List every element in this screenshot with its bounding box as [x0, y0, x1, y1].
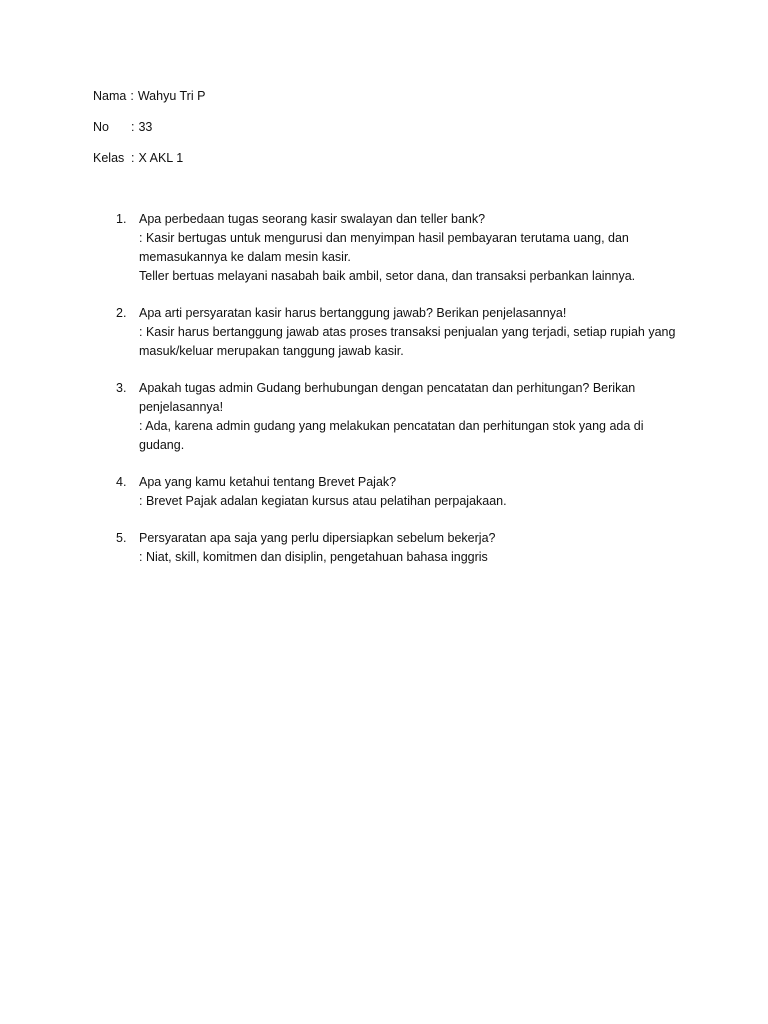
- question-item: [116, 473, 676, 511]
- number-row: [93, 118, 205, 137]
- question-body: [139, 304, 676, 361]
- number-separator: :: [131, 120, 135, 134]
- question-number: 1.: [116, 212, 127, 226]
- question-list: [116, 210, 676, 585]
- question-body: [139, 379, 676, 455]
- class-separator: :: [131, 151, 135, 165]
- answer-text: : Ada, karena admin gudang yang melakukan pencatatan dan perhitungan stok yang ada di gudang.: [139, 419, 644, 452]
- question-item: [116, 529, 676, 567]
- answer-text: : Kasir harus bertanggung jawab atas proses transaksi penjualan yang terjadi, setiap rupiah yang masuk/keluar merupakan tanggung jawab kasir.: [139, 325, 676, 358]
- question-item: [116, 379, 676, 455]
- name-row: [93, 87, 205, 106]
- number-label: No: [93, 120, 109, 134]
- answer-text-extra: Teller bertuas melayani nasabah baik ambil, setor dana, dan transaksi perbankan lainnya.: [139, 269, 636, 283]
- answer-text: : Niat, skill, komitmen dan disiplin, pengetahuan bahasa inggris: [139, 550, 488, 564]
- class-label: Kelas: [93, 151, 125, 165]
- question-text: Apa arti persyaratan kasir harus bertanggung jawab? Berikan penjelasannya!: [139, 306, 567, 320]
- question-body: [139, 529, 676, 567]
- class-value: X AKL 1: [138, 151, 184, 165]
- student-info: [93, 87, 205, 180]
- question-text: Apakah tugas admin Gudang berhubungan dengan pencatatan dan perhitungan? Berikan penjelasannya!: [139, 381, 636, 414]
- name-separator: :: [130, 89, 134, 103]
- question-text: Persyaratan apa saja yang perlu dipersiapkan sebelum bekerja?: [139, 531, 496, 545]
- number-value: 33: [138, 120, 153, 134]
- question-number: 3.: [116, 381, 127, 395]
- question-item: [116, 304, 676, 361]
- question-body: [139, 473, 676, 511]
- question-number: 2.: [116, 306, 127, 320]
- answer-text: : Kasir bertugas untuk mengurusi dan menyimpan hasil pembayaran terutama uang, dan memasukannya ke dalam mesin kasir.: [139, 231, 629, 264]
- question-number: 4.: [116, 475, 127, 489]
- name-value: Wahyu Tri P: [137, 89, 206, 103]
- question-text: Apa perbedaan tugas seorang kasir swalayan dan teller bank?: [139, 212, 486, 226]
- name-label: Nama: [93, 89, 127, 103]
- question-body: [139, 210, 676, 286]
- question-item: [116, 210, 676, 286]
- class-row: [93, 149, 205, 168]
- question-number: 5.: [116, 531, 127, 545]
- question-text: Apa yang kamu ketahui tentang Brevet Pajak?: [139, 475, 397, 489]
- answer-text: : Brevet Pajak adalan kegiatan kursus atau pelatihan perpajakaan.: [139, 494, 507, 508]
